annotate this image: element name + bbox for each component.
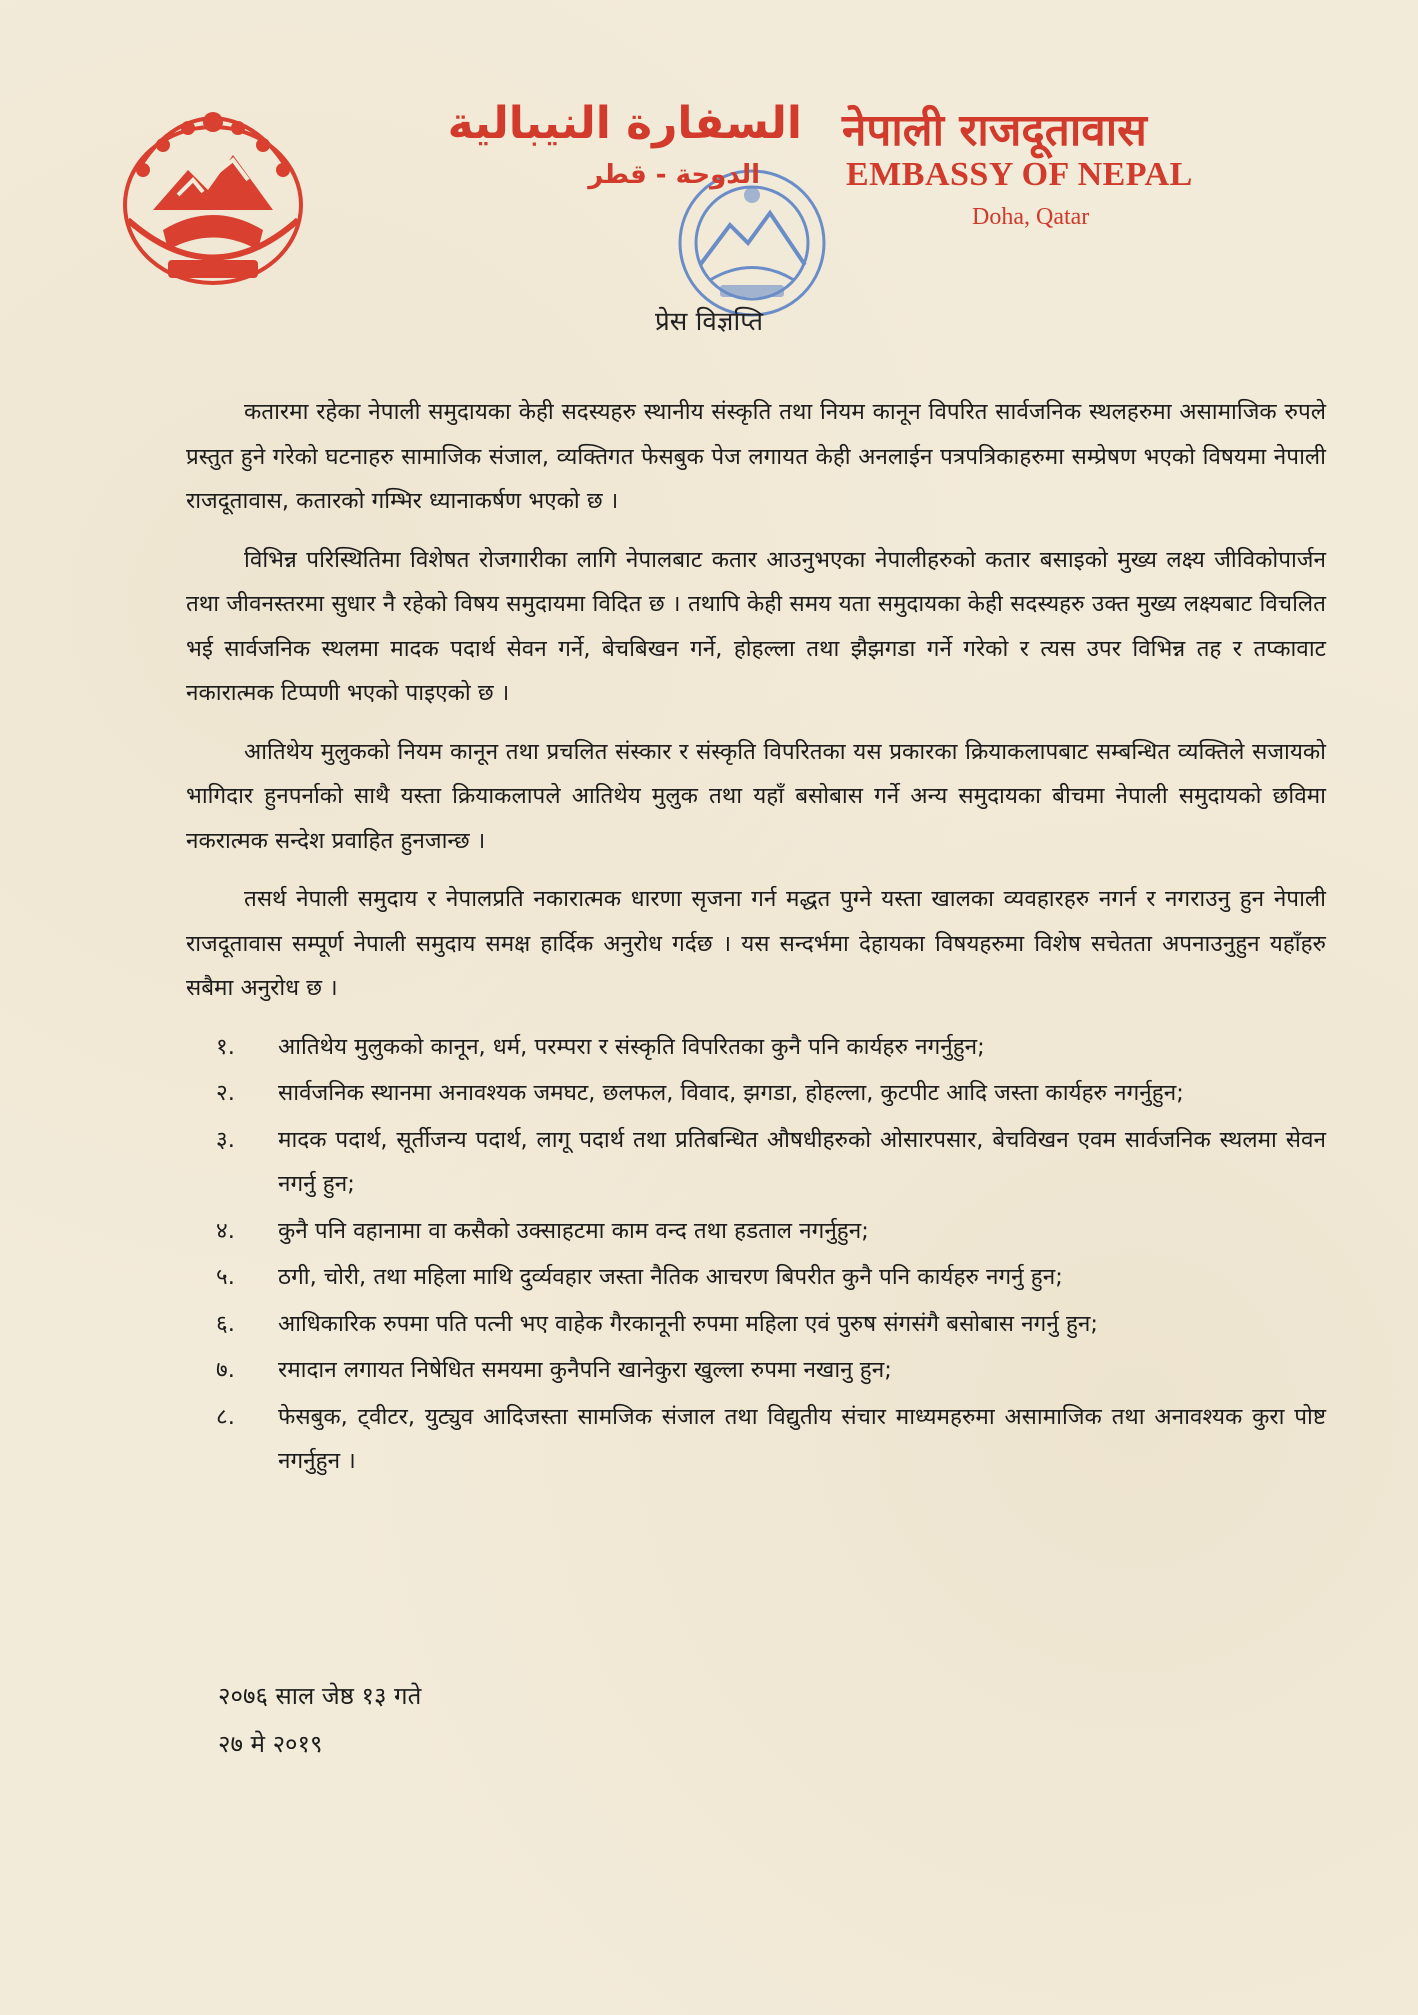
list-number: ७. xyxy=(216,1357,235,1383)
letterhead-city: Doha, Qatar xyxy=(972,204,1090,230)
list-number: १. xyxy=(216,1033,235,1060)
page-title: प्रेस विज्ञप्ति xyxy=(654,307,764,337)
nepal-emblem-icon xyxy=(108,100,318,300)
list-number: ६. xyxy=(216,1310,235,1337)
list-text: आतिथेय मुलुकको कानून, धर्म, परम्परा र संस्कृति विपरितका कुनै पनि कार्यहरु नगर्नुहुन; xyxy=(278,1033,985,1060)
paragraph: आतिथेय मुलुकको नियम कानून तथा प्रचलित संस्कार र संस्कृति विपरितका यस प्रकारका क्रियाकलापबाट सम्बन्धित व्यक्तिले सजायको भागिदार हुनपर्नाको साथै यस्ता क्रियाकलापले आतिथेय मुलुक तथा यहाँ बसोबास गर्ने अन्य समुदायका बीचमा नेपाली समुदायको छविमा नकरात्मक सन्देश प्रवाहित हुनजान्छ । xyxy=(186,738,1326,854)
list-number: ८. xyxy=(216,1403,235,1430)
letterhead-english-name: EMBASSY OF NEPAL xyxy=(846,156,1193,193)
list-number: ४. xyxy=(216,1217,235,1244)
list-text: आधिकारिक रुपमा पति पत्नी भए वाहेक गैरकानूनी रुपमा महिला एवं पुरुष संगसंगै बसोबास नगर्नु हुन; xyxy=(278,1310,1098,1337)
list-text: ठगी, चोरी, तथा महिला माथि दुर्व्यवहार जस्ता नैतिक आचरण बिपरीत कुनै पनि कार्यहरु नगर्नु हुन; xyxy=(278,1264,1063,1290)
letterhead-arabic-city: الدوحة - قطر xyxy=(588,160,760,190)
list-text: फेसबुक, ट्वीटर, युट्युव आदिजस्ता सामजिक संजाल तथा विद्युतीय संचार माध्यमहरुमा असामाजिक तथा अनावश्यक कुरा पोष्ट नगर्नुहुन । xyxy=(278,1403,1326,1474)
list-text: सार्वजनिक स्थानमा अनावश्यक जमघट, छलफल, विवाद, झगडा, होहल्ला, कुटपीट आदि जस्ता कार्यहरु नगर्नुहुन; xyxy=(278,1080,1184,1106)
list-number: २. xyxy=(216,1080,235,1106)
date-bs: २०७६ साल जेष्ठ १३ गते xyxy=(218,1682,422,1710)
list-text: रमादान लगायत निषेधित समयमा कुनैपनि खानेकुरा खुल्ला रुपमा नखानु हुन; xyxy=(278,1357,892,1383)
paragraph: तसर्थ नेपाली समुदाय र नेपालप्रति नकारात्मक धारणा सृजना गर्न मद्धत पुग्ने यस्ता खालका व्यवहारहरु नगर्न र नगराउनु हुन नेपाली राजदूतावास सम्पूर्ण नेपाली समुदाय समक्ष हार्दिक अनुरोध गर्दछ । यस सन्दर्भमा देहायका विषयहरुमा विशेष सचेतता अपनाउनुहुन यहाँहरु सबैमा अनुरोध छ । xyxy=(186,886,1326,1001)
letterhead-arabic-name: السفارة النيبالية xyxy=(447,98,802,149)
list-item xyxy=(186,1071,1326,1116)
list-item xyxy=(186,1255,1326,1300)
list-item xyxy=(186,1348,1326,1393)
list-item xyxy=(186,1025,1326,1070)
list-number: ३. xyxy=(216,1126,235,1153)
instruction-list xyxy=(186,1025,1326,1484)
list-item xyxy=(186,1118,1326,1207)
list-text: कुनै पनि वहानामा वा कसैको उक्साहटमा काम वन्द तथा हडताल नगर्नुहुन; xyxy=(278,1217,869,1244)
list-item xyxy=(186,1395,1326,1484)
document-body xyxy=(186,390,1326,1486)
paragraph: कतारमा रहेका नेपाली समुदायका केही सदस्यहरु स्थानीय संस्कृति तथा नियम कानून विपरित सार्वजनिक स्थलहरुमा असामाजिक रुपले प्रस्तुत हुने गरेको घटनाहरु सामाजिक संजाल, व्यक्तिगत फेसबुक पेज लगायत केही अनलाईन पत्रपत्रिकाहरुमा सम्प्रेषण भएको विषयमा नेपाली राजदूतावास, कतारको गम्भिर ध्यानाकर्षण भएको छ । xyxy=(186,399,1326,514)
list-number: ५. xyxy=(216,1264,235,1290)
letterhead-nepali-name: नेपाली राजदूतावास xyxy=(842,105,1147,156)
paragraph: विभिन्न परिस्थितिमा विशेषत रोजगारीका लागि नेपालबाट कतार आउनुभएका नेपालीहरुको कतार बसाइको मुख्य लक्ष्य जीविकोपार्जन तथा जीवनस्तरमा सुधार नै रहेको विषय समुदायमा विदित छ । तथापि केही समय यता समुदायका केही सदस्यहरु उक्त मुख्य लक्ष्यबाट विचलित भई सार्वजनिक स्थलमा मादक पदार्थ सेवन गर्ने, बेचबिखन गर्ने, होहल्ला तथा झैझगडा गर्ने गरेको र त्यस उपर विभिन्न तह र तप्कावाट नकारात्मक टिप्पणी भएको पाइएको छ । xyxy=(186,546,1326,706)
document-date xyxy=(218,1672,421,1768)
list-item xyxy=(186,1302,1326,1347)
date-ad: २७ मे २०१९ xyxy=(218,1730,323,1758)
list-item xyxy=(186,1209,1326,1254)
list-text: मादक पदार्थ, सूर्तीजन्य पदार्थ, लागू पदार्थ तथा प्रतिबन्धित औषधीहरुको ओसारपसार, बेचविखन एवम सार्वजनिक स्थलमा सेवन नगर्नु हुन; xyxy=(278,1126,1326,1197)
